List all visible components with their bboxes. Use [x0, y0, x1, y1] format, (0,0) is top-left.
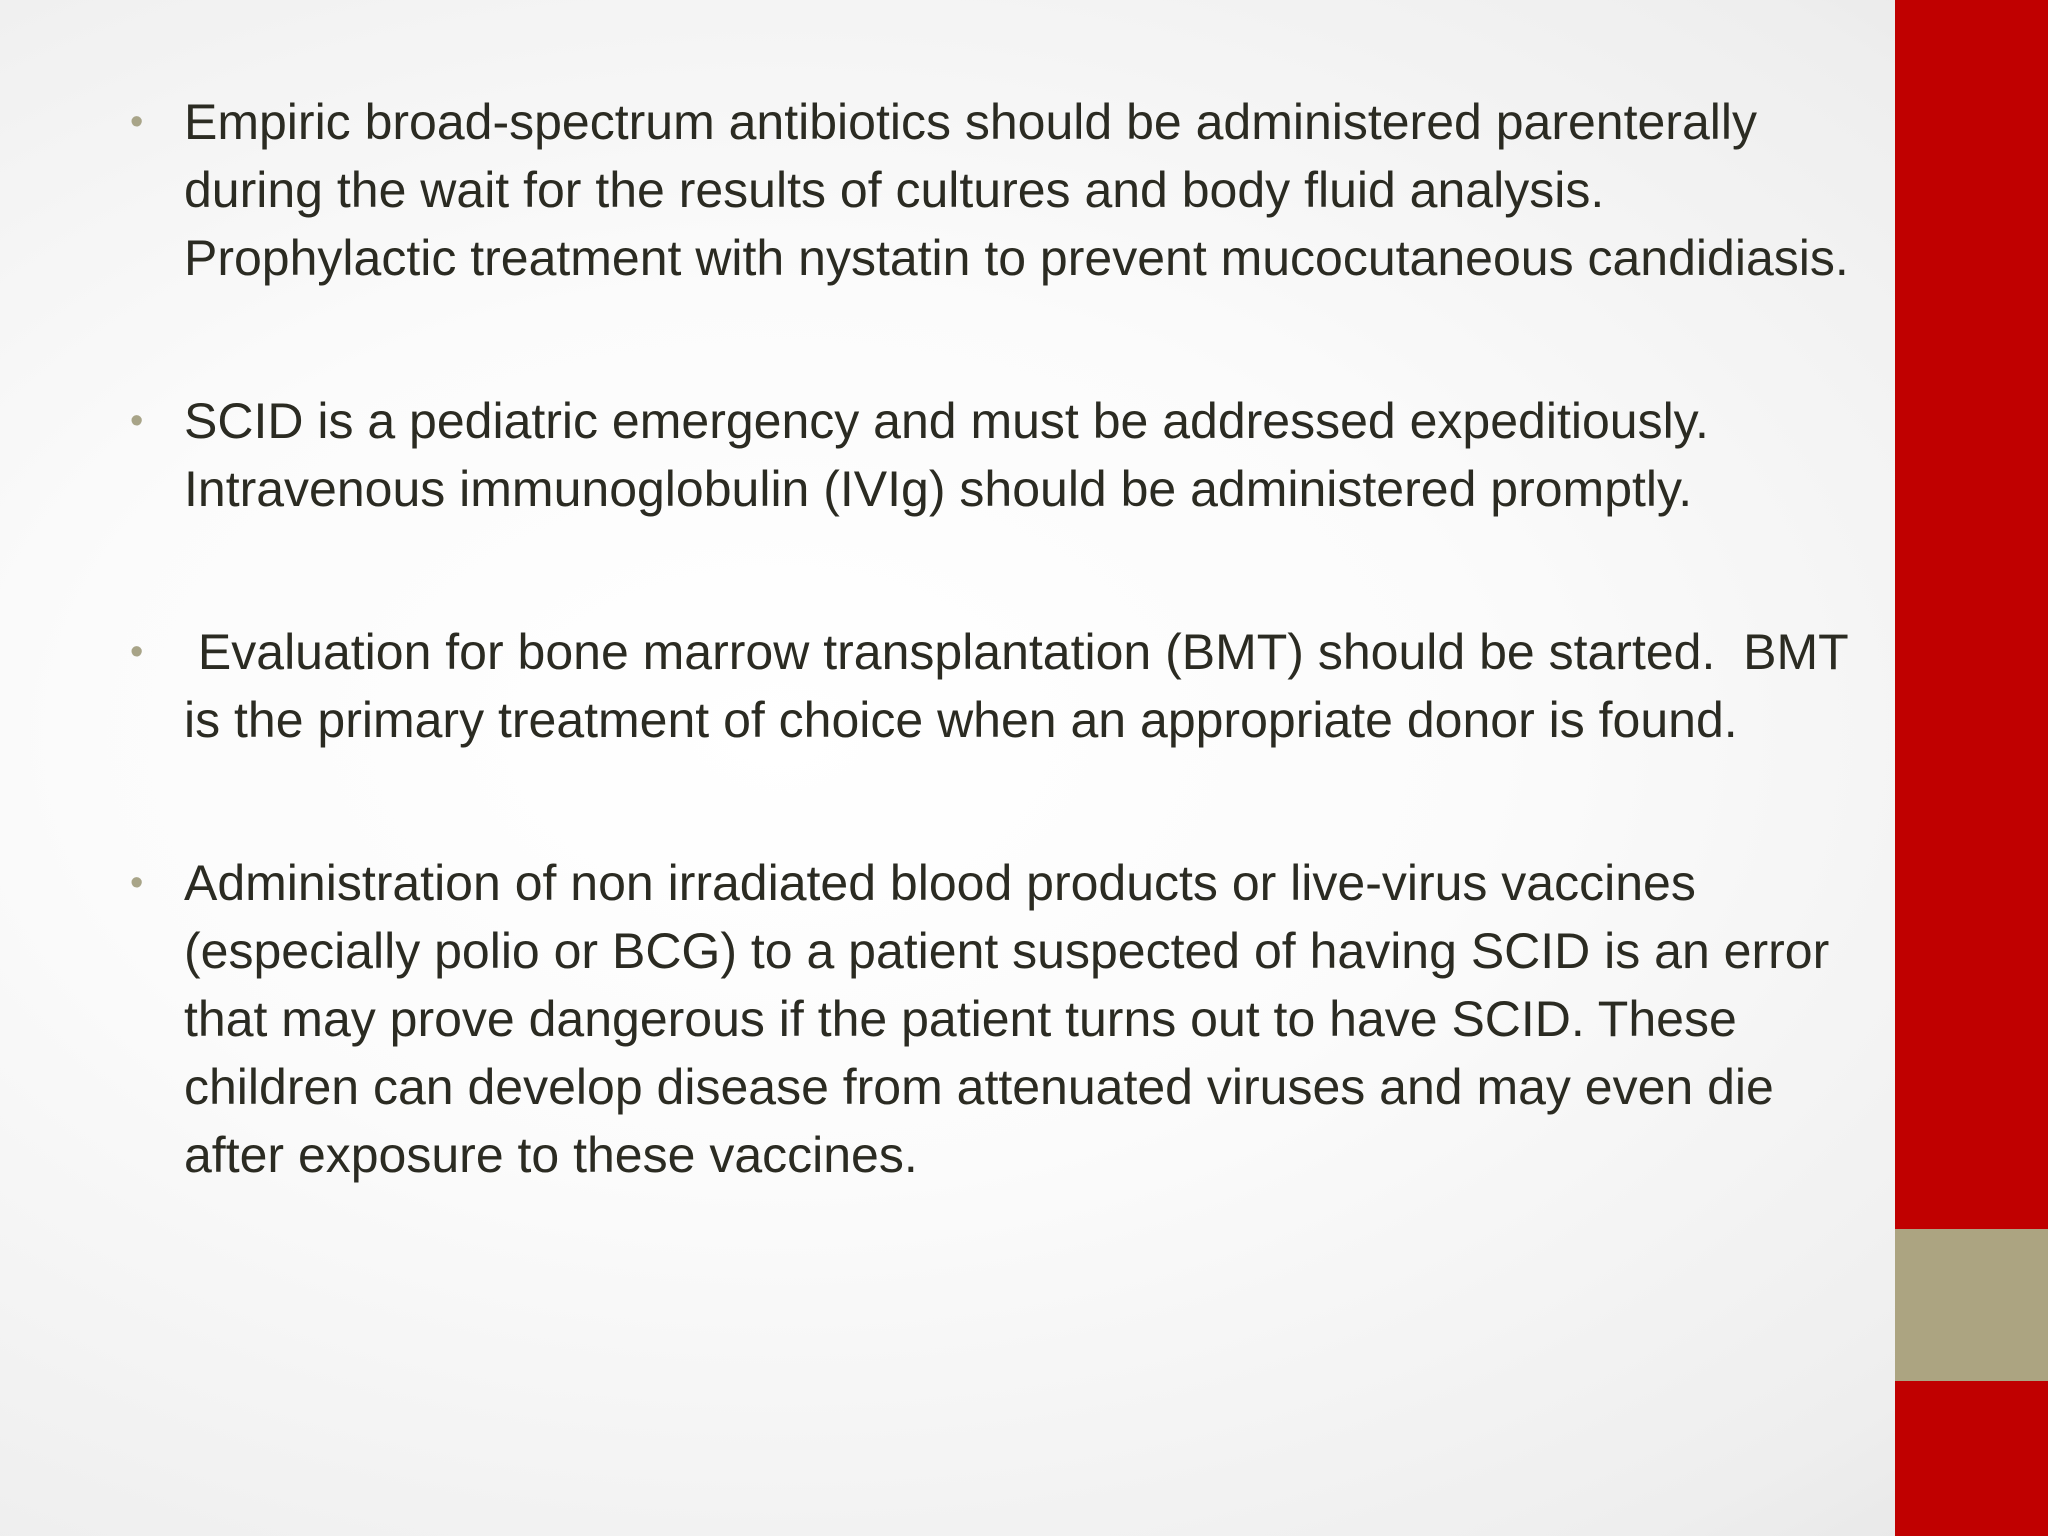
bullet-text: Evaluation for bone marrow transplantation (BMT) should be started. BMT is the primary treatment of choice when an appropriate donor is found.: [184, 624, 1862, 748]
bullet-text: SCID is a pediatric emergency and must be addressed expeditiously. Intravenous immunoglobulin (IVIg) should be administered promptly.: [184, 393, 1723, 517]
bullet-icon: •: [130, 631, 144, 673]
side-accent-block: [1895, 1229, 2048, 1381]
bullet-icon: •: [130, 862, 144, 904]
bullet-item-2: [128, 387, 1868, 523]
bullet-item-1: [128, 88, 1868, 292]
bullet-icon: •: [130, 400, 144, 442]
bullet-icon: •: [130, 101, 144, 143]
bullet-text: Empiric broad-spectrum antibiotics should be administered parenterally during the wait for the results of cultures and body fluid analysis. Prophylactic treatment with nystatin to prevent mucocutaneous candidiasis.: [184, 94, 1849, 286]
bullet-item-3: [128, 618, 1868, 754]
bullet-list: [128, 88, 1868, 1189]
bullet-item-4: [128, 849, 1868, 1189]
bullet-text: Administration of non irradiated blood products or live-virus vaccines (especially polio or BCG) to a patient suspected of having SCID is an error that may prove dangerous if the patient turns out to have SCID. These children can develop disease from attenuated viruses and may even die after exposure to these vaccines.: [184, 855, 1844, 1183]
